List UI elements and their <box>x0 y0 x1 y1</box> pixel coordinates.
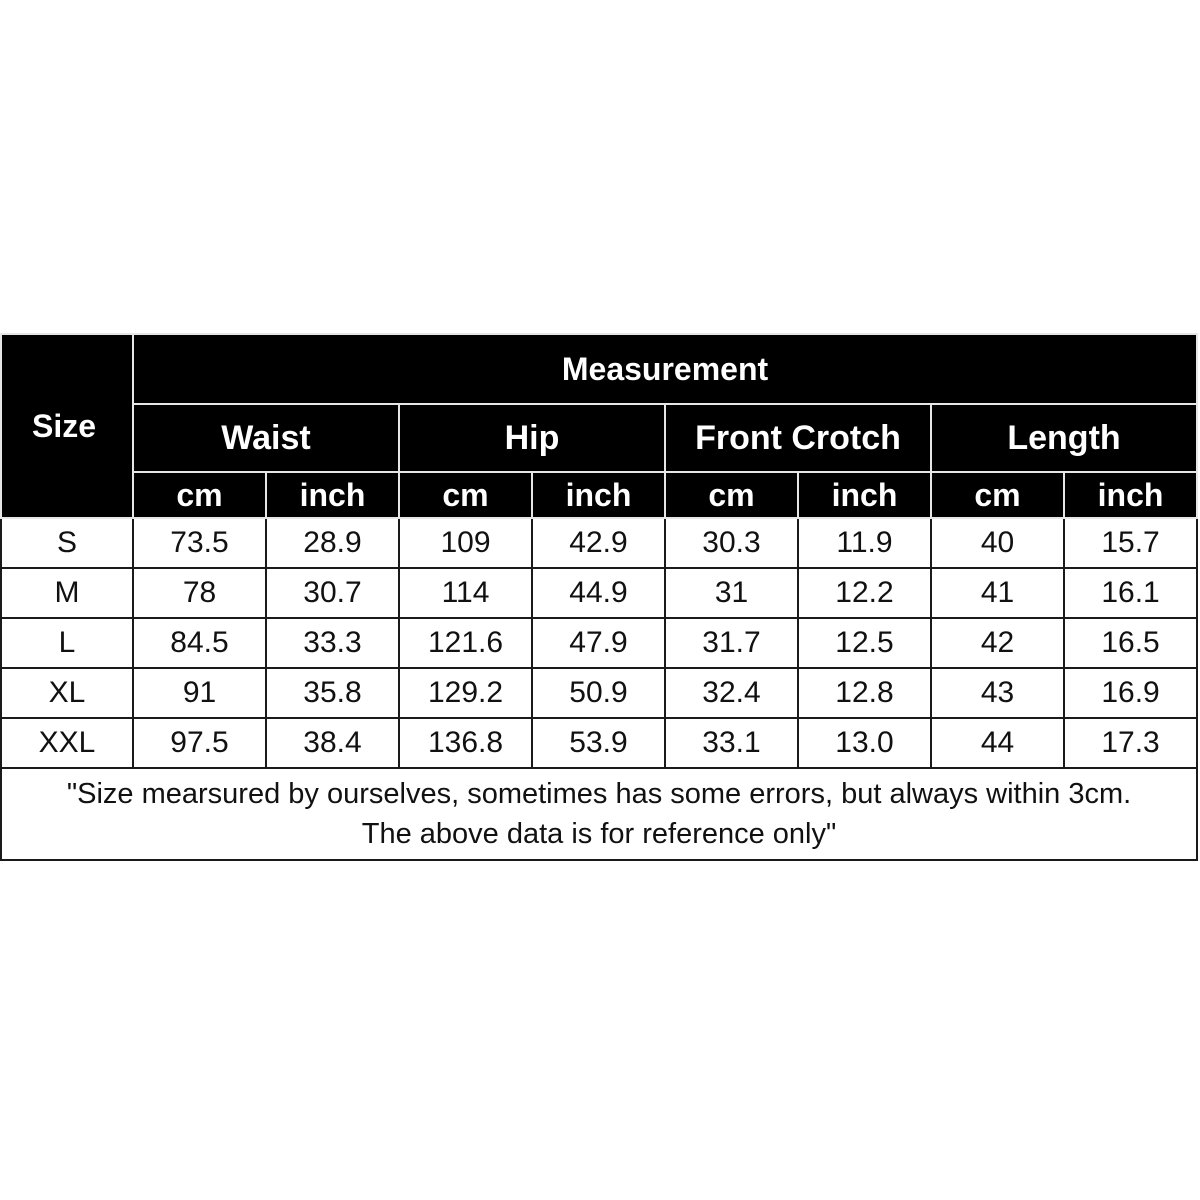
hip-header: Hip <box>399 404 665 472</box>
waist-cm-cell: 84.5 <box>133 618 266 668</box>
length-inch-cell: 15.7 <box>1064 518 1197 568</box>
front-crotch-inch-cell: 12.8 <box>798 668 931 718</box>
front-crotch-cm-cell: 31 <box>665 568 798 618</box>
unit-header-cm: cm <box>931 472 1064 518</box>
hip-inch-cell: 53.9 <box>532 718 665 768</box>
length-cm-cell: 44 <box>931 718 1064 768</box>
front-crotch-inch-cell: 12.2 <box>798 568 931 618</box>
length-cm-cell: 43 <box>931 668 1064 718</box>
length-header: Length <box>931 404 1197 472</box>
waist-cm-cell: 97.5 <box>133 718 266 768</box>
front-crotch-cm-cell: 32.4 <box>665 668 798 718</box>
hip-inch-cell: 42.9 <box>532 518 665 568</box>
table-row <box>1 568 1197 618</box>
length-inch-cell: 17.3 <box>1064 718 1197 768</box>
unit-header-cm: cm <box>133 472 266 518</box>
size-cell: M <box>1 568 133 618</box>
size-column-header: Size <box>1 334 133 518</box>
length-inch-cell: 16.1 <box>1064 568 1197 618</box>
unit-header-cm: cm <box>665 472 798 518</box>
size-cell: XL <box>1 668 133 718</box>
waist-cm-cell: 91 <box>133 668 266 718</box>
unit-header-inch: inch <box>266 472 399 518</box>
waist-inch-cell: 38.4 <box>266 718 399 768</box>
front-crotch-cm-cell: 33.1 <box>665 718 798 768</box>
length-inch-cell: 16.9 <box>1064 668 1197 718</box>
table-row <box>1 618 1197 668</box>
size-cell: S <box>1 518 133 568</box>
hip-cm-cell: 109 <box>399 518 532 568</box>
unit-header-inch: inch <box>798 472 931 518</box>
waist-inch-cell: 33.3 <box>266 618 399 668</box>
waist-cm-cell: 73.5 <box>133 518 266 568</box>
length-cm-cell: 40 <box>931 518 1064 568</box>
disclaimer-note <box>1 768 1197 860</box>
note-line-2: The above data is for reference only" <box>361 818 837 850</box>
length-cm-cell: 42 <box>931 618 1064 668</box>
unit-header-inch: inch <box>1064 472 1197 518</box>
hip-inch-cell: 44.9 <box>532 568 665 618</box>
size-cell: L <box>1 618 133 668</box>
size-table <box>0 333 1198 861</box>
table-row <box>1 518 1197 568</box>
hip-inch-cell: 47.9 <box>532 618 665 668</box>
front-crotch-inch-cell: 13.0 <box>798 718 931 768</box>
length-cm-cell: 41 <box>931 568 1064 618</box>
length-inch-cell: 16.5 <box>1064 618 1197 668</box>
note-line-1: "Size mearsured by ourselves, sometimes has some errors, but always within 3cm. <box>66 778 1132 810</box>
waist-header: Waist <box>133 404 399 472</box>
waist-inch-cell: 28.9 <box>266 518 399 568</box>
front-crotch-inch-cell: 12.5 <box>798 618 931 668</box>
front-crotch-header: Front Crotch <box>665 404 931 472</box>
hip-inch-cell: 50.9 <box>532 668 665 718</box>
hip-cm-cell: 114 <box>399 568 532 618</box>
size-chart <box>0 333 1196 861</box>
waist-cm-cell: 78 <box>133 568 266 618</box>
hip-cm-cell: 121.6 <box>399 618 532 668</box>
waist-inch-cell: 35.8 <box>266 668 399 718</box>
hip-cm-cell: 136.8 <box>399 718 532 768</box>
hip-cm-cell: 129.2 <box>399 668 532 718</box>
unit-header-cm: cm <box>399 472 532 518</box>
unit-header-inch: inch <box>532 472 665 518</box>
waist-inch-cell: 30.7 <box>266 568 399 618</box>
size-cell: XXL <box>1 718 133 768</box>
table-row <box>1 668 1197 718</box>
table-row <box>1 718 1197 768</box>
front-crotch-cm-cell: 31.7 <box>665 618 798 668</box>
measurement-header: Measurement <box>133 334 1197 404</box>
note-row <box>1 768 1197 860</box>
front-crotch-cm-cell: 30.3 <box>665 518 798 568</box>
front-crotch-inch-cell: 11.9 <box>798 518 931 568</box>
